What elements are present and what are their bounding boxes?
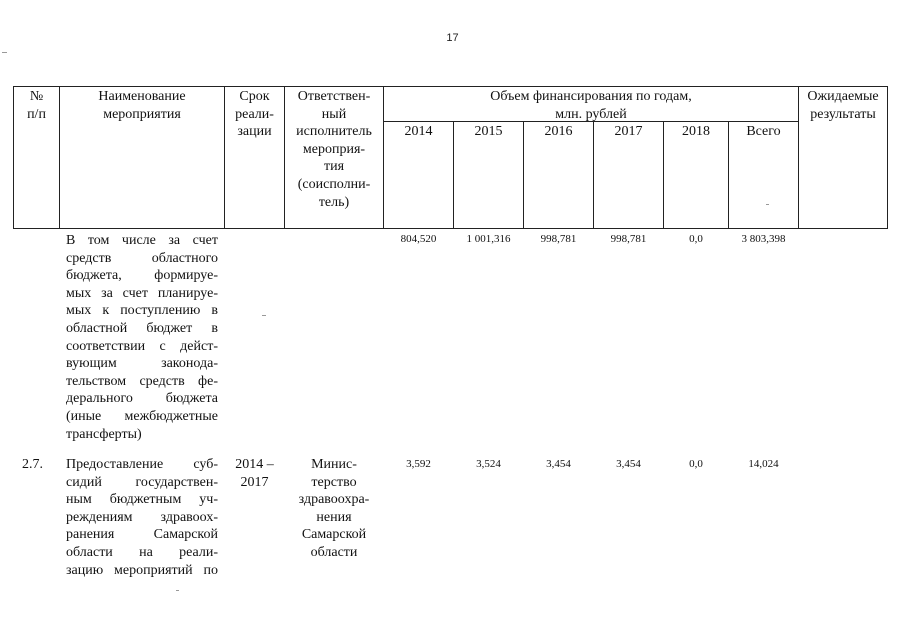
row-regional-budget-name: В том числе за счет средств областного бюджета, формируе- мых за счет планируе- мых к поступлению в областной бюджет в соответствии с дейст- вующим законода- тельством средств фе- дерального бюджета (иные межбюджетные трансферты): [66, 233, 218, 442]
row-regional-value-2018: 0,0: [689, 233, 703, 245]
row-2-7-name: Предоставление суб- сидий государствен- ным бюджетным уч- реждениям здравоох- ранения Самарской области на реали- зацию мероприятий по: [66, 457, 218, 578]
row-2-7-value-total: 14,024: [748, 458, 779, 470]
row-2-7-number: 2.7.: [22, 457, 43, 472]
row-regional-value-2016: 998,781: [540, 233, 577, 245]
row-2-7-term: 2014 – 2017: [235, 457, 274, 490]
header-year-2014: 2014: [404, 124, 433, 139]
header-finance: Объем финансирования по годам, млн. рублей: [490, 89, 692, 122]
header-name: Наименование мероприятия: [98, 89, 186, 122]
header-year-2016: 2016: [544, 124, 573, 139]
row-regional-value-2015: 1 001,316: [466, 233, 511, 245]
row-regional-value-total: 3 803,398: [741, 233, 786, 245]
header-year-2018: 2018: [682, 124, 710, 139]
table-top-border: [13, 86, 887, 87]
row-regional-value-2017: 998,781: [610, 233, 647, 245]
header-year-2015: 2015: [474, 124, 503, 139]
page-number: 17: [446, 32, 459, 44]
scan-mark: [2, 52, 7, 53]
row-2-7-executor: Минис- терство здравоохра- нения Самарской области: [298, 457, 370, 560]
header-term: Срок реали- зации: [235, 89, 274, 140]
header-num: № п/п: [27, 89, 46, 122]
header-results: Ожидаемые результаты: [807, 89, 879, 122]
row-2-7-value-2017: 3,454: [616, 458, 641, 470]
header-executor: Ответствен- ный исполнитель мероприя- тия (соисполни- тель): [296, 89, 372, 210]
row-regional-value-2014: 804,520: [400, 233, 437, 245]
grid-line-right: [887, 86, 888, 229]
row-2-7-value-2016: 3,454: [546, 458, 571, 470]
row-2-7-value-2015: 3,524: [476, 458, 501, 470]
scan-mark: [766, 204, 769, 205]
header-bottom-border: [13, 228, 887, 229]
row-2-7-value-2018: 0,0: [689, 458, 703, 470]
header-total: Всего: [746, 124, 781, 139]
row-2-7-value-2014: 3,592: [406, 458, 431, 470]
header-year-2017: 2017: [614, 124, 643, 139]
scan-mark: [262, 315, 266, 316]
scan-mark: [176, 590, 179, 591]
